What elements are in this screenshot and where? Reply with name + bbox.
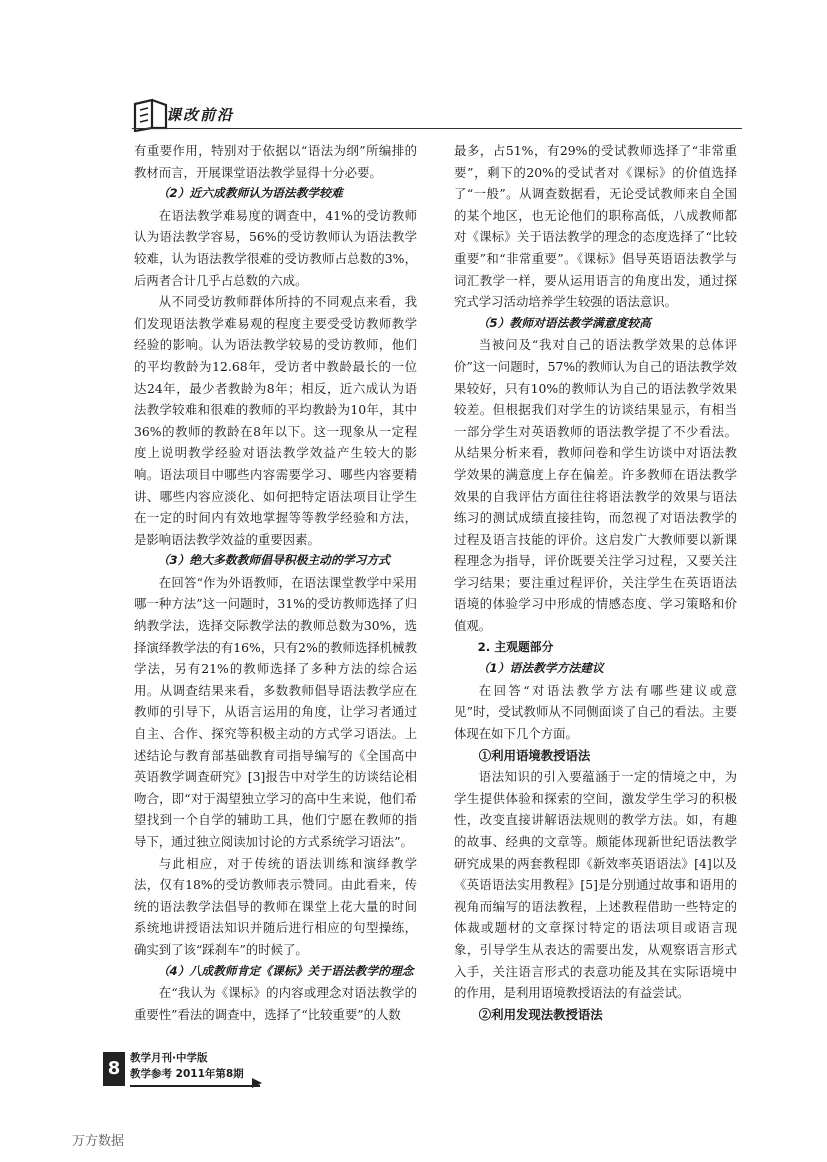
paragraph: 在“我认为《课标》的内容或理念对语法教学的重要性”看法的调查中，选择了“比较重要”的人数 [134, 985, 417, 1022]
section-heading: 2. 主观题部分 [477, 639, 554, 654]
section-title: 课改前沿 [166, 106, 235, 124]
watermark: 万方数据 [72, 1134, 125, 1149]
subsection-heading: ①利用语境教授语法 [478, 747, 591, 763]
footer-rule [130, 1085, 260, 1087]
section-heading: （3）绝大多数教师倡导积极主动的学习方式 [157, 553, 390, 568]
left-column [134, 140, 417, 1025]
subsection-heading: ②利用发现法教授语法 [478, 1006, 603, 1022]
section-heading: （1）语法教学方法建议 [477, 661, 604, 676]
paragraph: 当被问及“我对自己的语法教学效果的总体评价”这一问题时，57%的教师认为自己的语法教学效果较好，只有10%的教师认为自己的语法教学效果较差。但根据我们对学生的访谈结果显示，有相当一部分学生对英语教师的语法教学提了不少看法。从结果分析来看，教师问卷和学生访谈中对语法教学效果的满意度上存在偏差。许多教师在语法教学效果的自我评估方面往往将语法教学的效果与语法练习的测试成绩直接挂钩，而忽视了对语法教学的过程及语言技能的评价。这启发广大教师要以新课程理念为指导，评价既要关注学习过程，又要关注学习结果；要注重过程评价，关注学生在英语语法语境的体验学习中形成的情感态度、学习策略和价值观。 [454, 337, 737, 634]
footer-arrow-icon [252, 1078, 262, 1088]
journal-issue: 教学参考 2011年第8期 [130, 1068, 244, 1080]
paragraph: 最多，占51%，有29%的受试教师选择了“非常重要”，剩下的20%的受试者对《课标》的价值选择了“一般”。从调查数据看，无论受试教师来自全国的某个地区，也无论他们的职称高低，八成教师都对《课标》关于语法教学的理念的态度选择了“比较重要”和“非常重要”。《课标》倡导英语语法教学与词汇教学一样，要从运用语言的角度出发，通过探究式学习活动培养学生较强的语法意识。 [454, 143, 737, 310]
header-rule [132, 128, 742, 129]
journal-name: 教学月刊·中学版 [130, 1052, 208, 1064]
section-heading: （4）八成教师肯定《课标》关于语法教学的理念 [157, 963, 414, 978]
paragraph: 在语法教学难易度的调查中，41%的受访教师认为语法教学容易，56%的受访教师认为语法教学较难，认为语法教学很难的受访教师占总数的3%，后两者合计几乎占总数的六成。 [134, 207, 417, 288]
section-heading: （5）教师对语法教学满意度较高 [477, 315, 651, 330]
paragraph: 从不同受访教师群体所持的不同观点来看，我们发现语法教学难易观的程度主要受受访教师教学经验的影响。认为语法教学较易的受访教师，他们的平均教龄为12.68年，受访者中教龄最长的一位达24年，最少者教龄为8年；相反，近六成认为语法教学较难和很难的教师的平均教龄为10年，其中36%的教师的教龄在8年以下。这一现象从一定程度上说明教学经验对语法教学效益产生较大的影响。语法项目中哪些内容需要学习、哪些内容要精讲、哪些内容应淡化、如何把特定语法项目让学生在一定的时间内有效地掌握等等教学经验和方法，是影响语法教学效益的重要因素。 [134, 294, 417, 547]
paragraph: 在回答“对语法教学方法有哪些建议或意见”时，受试教师从不同侧面谈了自己的看法。主要体现在如下几个方面。 [454, 682, 737, 742]
paragraph: 语法知识的引入要蕴涵于一定的情境之中，为学生提供体验和探索的空间，激发学生学习的积极性，改变直接讲解语法规则的教学方法。如，有趣的故事、经典的文章等。颇能体现新世纪语法教学研究成果的两套教程即《新效率英语语法》[4]以及《英语语法实用教程》[5]是分别通过故事和语用的视角而编写的语法教程，上述教程借助一些特定的体裁或题材的文章探讨特定的语法项目或语言现象，引导学生从表达的需要出发，从观察语言形式入手，关注语言形式的表意功能及其在实际语境中的作用，是利用语境教授语法的有益尝试。 [454, 769, 737, 1001]
right-column [454, 140, 737, 1025]
section-heading: （2）近六成教师认为语法教学较难 [157, 186, 343, 201]
paragraph: 有重要作用，特别对于依据以“语法为纲”所编排的教材而言，开展课堂语法教学显得十分必要。 [134, 143, 417, 180]
paragraph: 与此相应，对于传统的语法训练和演绎教学法，仅有18%的受访教师表示赞同。由此看来，传统的语法教学法倡导的教师在课堂上花大量的时间系统地讲授语法知识并随后进行相应的句型操练，确实到了该“踩刹车”的时候了。 [134, 855, 417, 957]
paragraph: 在回答“作为外语教师，在语法课堂教学中采用哪一种方法”这一问题时，31%的受访教师选择了归纳教学法，选择交际教学法的教师总数为30%，选择演绎教学法的有16%，只有2%的教师选择机械教学法，另有21%的教师选择了多种方法的综合运用。从调查结果来看，多数教师倡导语法教学应在教师的引导下，从语言运用的角度，让学习者通过自主、合作、探究等积极主动的方式学习语法。上述结论与教育部基础教育司指导编写的《全国高中英语教学调查研究》[3]报告中对学生的访谈结论相吻合，即“对于渴望独立学习的高中生来说，他们希望找到一个自学的辅助工具，他们宁愿在教师的指导下，通过独立阅读加讨论的方式系统学习语法”。 [134, 574, 417, 849]
page-number: 8 [103, 1052, 125, 1086]
